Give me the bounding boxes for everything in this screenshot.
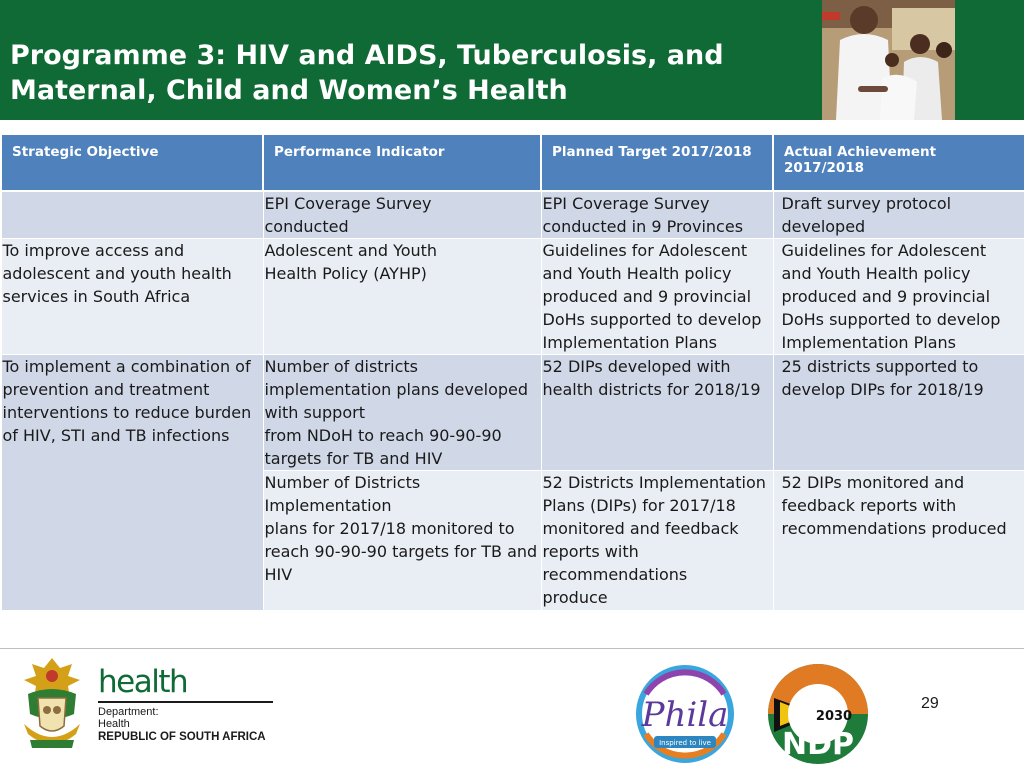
table-row [1, 355, 1024, 471]
cell-text-line: recommendations produced [781, 519, 1007, 538]
cell-objective [1, 355, 263, 611]
cell-objective [1, 239, 263, 355]
phila-logo [626, 664, 744, 764]
cell-text-line: Implementation [264, 496, 392, 515]
cell-achievement [773, 355, 1024, 471]
cell-text-line: DoHs supported to develop [781, 310, 1001, 329]
ndp-2030-logo [764, 662, 872, 766]
health-wordmark: health [98, 664, 188, 700]
cell-text-line: EPI Coverage Survey [264, 194, 432, 213]
cell-text-line: 52 DIPs developed with [542, 357, 731, 376]
cell-text-line: Implementation Plans [781, 333, 957, 352]
cell-indicator [263, 355, 541, 471]
cell-target [541, 191, 773, 239]
cell-indicator [263, 239, 541, 355]
cell-text-line: of HIV, STI and TB infections [2, 426, 230, 445]
cell-text-line: conducted in 9 Provinces [542, 217, 744, 236]
cell-text-line: Implementation Plans [542, 333, 718, 352]
page-title-line-2: Maternal, Child and Women’s Health [10, 75, 568, 106]
performance-table-container [0, 133, 1024, 611]
cell-text-line: and Youth Health policy [542, 264, 732, 283]
cell-text-line: Adolescent and Youth [264, 241, 438, 260]
cell-text-line: interventions to reduce burden [2, 403, 252, 422]
country-name: REPUBLIC OF SOUTH AFRICA [98, 731, 266, 743]
cell-text-line: from NDoH to reach 90-90-90 [264, 426, 502, 445]
cell-text-line: recommendations [542, 565, 688, 584]
column-header-performance-indicator: Performance Indicator [263, 134, 541, 191]
ndp-text: NDP [782, 727, 854, 762]
cell-text-line: Guidelines for Adolescent [781, 241, 987, 260]
cell-text-line: 52 Districts Implementation [542, 473, 766, 492]
cell-achievement [773, 191, 1024, 239]
cell-text-line: adolescent and youth health [2, 264, 232, 283]
title-banner [0, 0, 1024, 120]
department-label: Department: [98, 706, 159, 718]
cell-text-line: 52 DIPs monitored and [781, 473, 965, 492]
cell-target [541, 471, 773, 611]
cell-text-line: produce [542, 588, 608, 607]
column-header-strategic-objective: Strategic Objective [1, 134, 263, 191]
ndp-year: 2030 [815, 709, 853, 724]
column-header-actual-achievement: Actual Achievement 2017/2018 [773, 134, 1024, 191]
cell-text-line: Draft survey protocol [781, 194, 952, 213]
cell-text-line: EPI Coverage Survey [542, 194, 710, 213]
cell-text-line: produced and 9 provincial [781, 287, 991, 306]
cell-text-line: To implement a combination of [2, 357, 251, 376]
cell-achievement [773, 239, 1024, 355]
cell-text-line: Health Policy (AYHP) [264, 264, 427, 283]
phila-text: Phila [641, 695, 729, 735]
page-title [10, 38, 810, 108]
cell-indicator [263, 471, 541, 611]
department-name: Health [98, 718, 130, 730]
cell-text-line: Number of Districts [264, 473, 421, 492]
cell-text-line: prevention and treatment [2, 380, 210, 399]
table-row [1, 191, 1024, 239]
phila-tagline: Inspired to live [659, 739, 711, 747]
cell-text-line: and Youth Health policy [781, 264, 971, 283]
cell-text-line: plans for 2017/18 monitored to [264, 519, 515, 538]
cell-text-line: reach 90-90-90 targets for TB and [264, 542, 538, 561]
footer-divider [0, 648, 1024, 649]
cell-text-line: To improve access and [2, 241, 185, 260]
cell-text-line: develop DIPs for 2018/19 [781, 380, 984, 399]
cell-text-line: reports with [542, 542, 639, 561]
table-row [1, 239, 1024, 355]
cell-text-line: 25 districts supported to [781, 357, 979, 376]
cell-text-line: produced and 9 provincial [542, 287, 752, 306]
cell-text-line: conducted [264, 217, 349, 236]
cell-text-line: monitored and feedback [542, 519, 739, 538]
cell-text-line: developed [781, 217, 866, 236]
cell-text-line: HIV [264, 565, 293, 584]
performance-table [0, 133, 1024, 611]
cell-achievement [773, 471, 1024, 611]
table-header-row [1, 134, 1024, 191]
wordmark-rule [98, 701, 273, 703]
cell-text-line: Plans (DIPs) for 2017/18 [542, 496, 736, 515]
cell-text-line: health districts for 2018/19 [542, 380, 761, 399]
cell-text-line: with support [264, 403, 365, 422]
page-number: 29 [921, 695, 939, 712]
column-header-planned-target: Planned Target 2017/2018 [541, 134, 773, 191]
cell-target [541, 355, 773, 471]
cell-text-line: DoHs supported to develop [542, 310, 762, 329]
nurse-children-photo [822, 0, 955, 120]
cell-text-line: targets for TB and HIV [264, 449, 443, 468]
cell-text-line: Number of districts [264, 357, 419, 376]
cell-text-line: Guidelines for Adolescent [542, 241, 748, 260]
cell-text-line: feedback reports with [781, 496, 957, 515]
cell-objective [1, 191, 263, 239]
cell-text-line: implementation plans developed [264, 380, 529, 399]
cell-text-line: services in South Africa [2, 287, 191, 306]
cell-indicator [263, 191, 541, 239]
page-title-line-1: Programme 3: HIV and AIDS, Tuberculosis, and [10, 40, 724, 71]
cell-target [541, 239, 773, 355]
